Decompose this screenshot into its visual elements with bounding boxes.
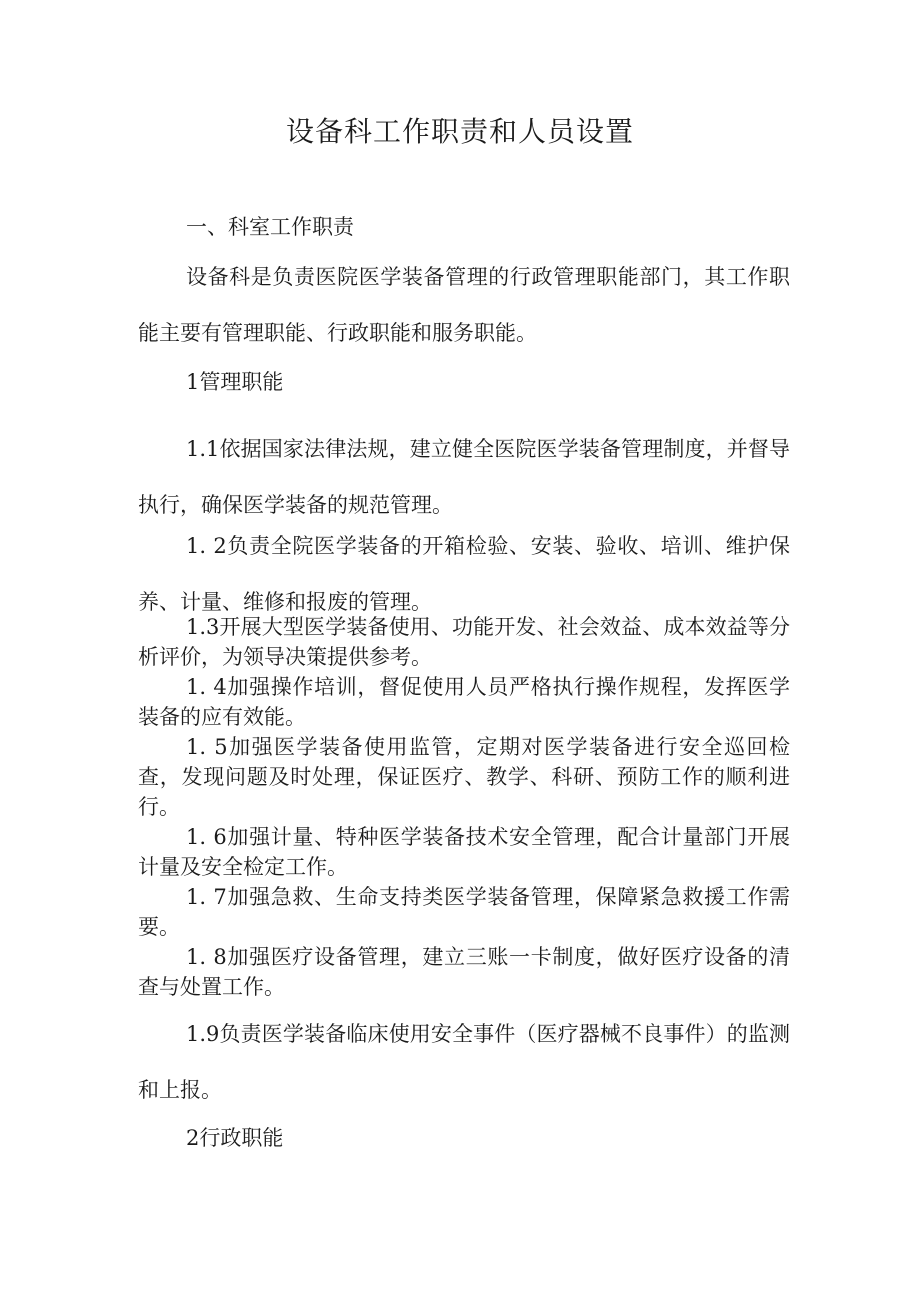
item-1-2: 1. 2负责全院医学装备的开箱检验、安装、验收、培训、维护保养、计量、维修和报废的管理。	[138, 534, 790, 614]
section-heading: 一、科室工作职责	[186, 215, 354, 239]
item-1-4: 1. 4加强操作培训，督促使用人员严格执行操作规程，发挥医学装备的应有效能。	[138, 675, 790, 729]
sub-heading-management: 1管理职能	[186, 370, 284, 394]
item-1-6: 1. 6加强计量、特种医学装备技术安全管理，配合计量部门开展计量及安全检定工作。	[138, 825, 790, 879]
item-1-7: 1. 7加强急救、生命支持类医学装备管理，保障紧急救援工作需要。	[138, 885, 790, 939]
item-1-1: 1.1依据国家法律法规，建立健全医院医学装备管理制度，并督导执行，确保医学装备的规范管理。	[138, 437, 790, 517]
intro-paragraph: 设备科是负责医院医学装备管理的行政管理职能部门，其工作职能主要有管理职能、行政职能和服务职能。	[138, 265, 790, 345]
item-1-3: 1.3开展大型医学装备使用、功能开发、社会效益、成本效益等分析评价，为领导决策提供参考。	[138, 615, 790, 669]
item-1-5: 1. 5加强医学装备使用监管，定期对医学装备进行安全巡回检查，发现问题及时处理，保证医疗、教学、科研、预防工作的顺利进行。	[138, 735, 790, 819]
document-title: 设备科工作职责和人员设置	[285, 115, 634, 148]
sub-heading-administration: 2行政职能	[186, 1126, 284, 1150]
item-1-8: 1. 8加强医疗设备管理，建立三账一卡制度，做好医疗设备的清查与处置工作。	[138, 945, 790, 999]
item-1-9: 1.9负责医学装备临床使用安全事件（医疗器械不良事件）的监测和上报。	[138, 1022, 790, 1102]
